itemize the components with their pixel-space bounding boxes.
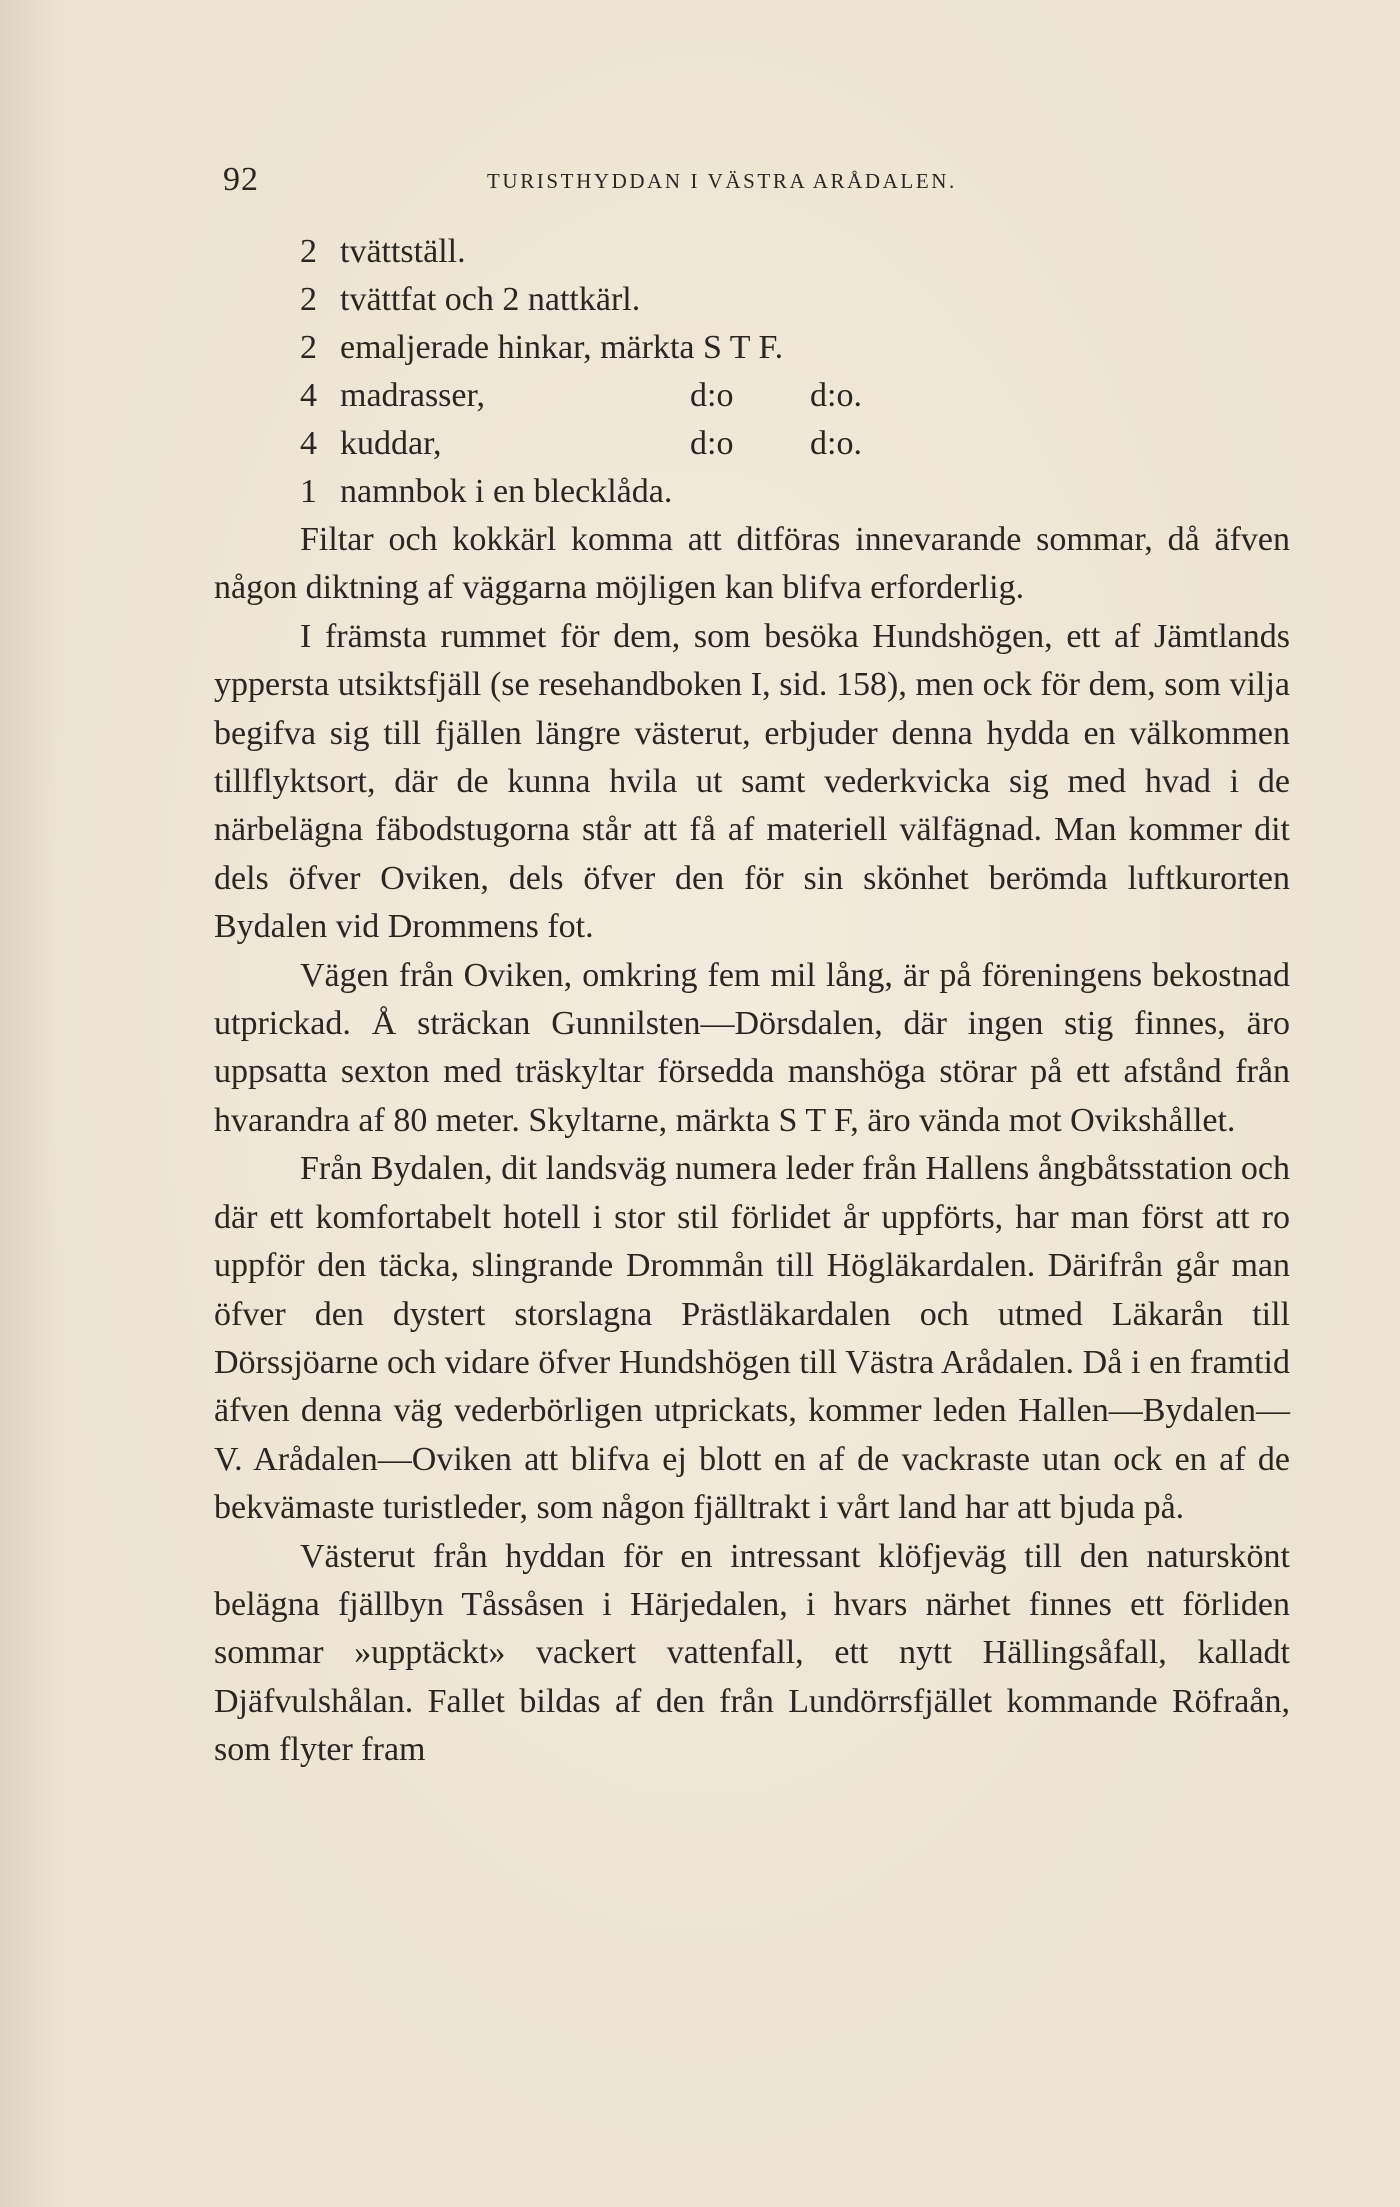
inventory-item: [300, 324, 1060, 372]
running-head: TURISTHYDDAN I VÄSTRA ARÅDALEN.: [487, 169, 957, 193]
inventory-item: [300, 420, 1060, 468]
inventory-name: emaljerade hinkar, märkta S T F.: [340, 329, 784, 366]
page-header: [223, 160, 1298, 200]
body-text: [214, 516, 1290, 1775]
inventory-item: [300, 276, 1060, 324]
inventory-name: kuddar,: [340, 425, 442, 462]
inventory-name: tvättfat och 2 nattkärl.: [340, 281, 641, 318]
inventory-ditto-2: d:o.: [810, 425, 862, 462]
paragraph: Filtar och kokkärl komma att ditföras innevarande sommar, då äfven någon diktning af väggarna möjligen kan blifva erforderlig.: [214, 521, 1290, 607]
inventory-qty: 2: [300, 233, 317, 270]
paragraph: Västerut från hyddan för en intressant klöfjeväg till den naturskönt belägna fjällbyn Tåssåsen i Härjedalen, i hvars närhet finnes ett förliden sommar »upptäckt» vackert vattenfall, ett nytt Hällingsåfall, kalladt Djäfvulshålan. Fallet bildas af den från Lundörrsfjället kommande Röfraån, som flyter fram: [214, 1537, 1290, 1769]
page-number: 92: [223, 161, 259, 198]
inventory-qty: 4: [300, 425, 317, 462]
inventory-qty: 2: [300, 281, 317, 318]
inventory-list: [300, 228, 1060, 516]
inventory-qty: 2: [300, 329, 317, 366]
inventory-item: [300, 468, 1060, 516]
inventory-ditto-2: d:o.: [810, 377, 862, 414]
paragraph: I främsta rummet för dem, som besöka Hundshögen, ett af Jämtlands yppersta utsiktsfjäll (se resehandboken I, sid. 158), men ock för dem, som vilja begifva sig till fjällen längre västerut, erbjuder denna hydda en välkommen tillflyktsort, där de kunna hvila ut samt vederkvicka sig med hvad i de närbelägna fäbodstugorna står att få af materiell välfägnad. Man kommer dit dels öfver Oviken, dels öfver den för sin skönhet berömda luftkurorten Bydalen vid Drommens fot.: [214, 617, 1290, 946]
inventory-qty: 4: [300, 377, 317, 414]
inventory-name: namnbok i en blecklåda.: [340, 473, 673, 510]
inventory-qty: 1: [300, 473, 317, 510]
inventory-item: [300, 228, 1060, 276]
inventory-ditto-1: d:o: [690, 425, 734, 462]
paragraph: Vägen från Oviken, omkring fem mil lång, är på föreningens bekostnad utprickad. Å sträckan Gunnilsten—Dörsdalen, där ingen stig finnes, äro uppsatta sexton med träskyltar försedda manshöga störar på ett afstånd från hvarandra af 80 meter. Skyltarne, märkta S T F, äro vända mot Ovikshållet.: [214, 956, 1290, 1139]
inventory-name: tvättställ.: [340, 233, 466, 270]
inventory-item: [300, 372, 1060, 420]
inventory-name: madrasser,: [340, 377, 485, 414]
paragraph: Från Bydalen, dit landsväg numera leder från Hallens ångbåtsstation och där ett komfortabelt hotell i stor stil förlidet år uppförts, har man först att ro uppför den täcka, slingrande Drommån till Högläkardalen. Därifrån går man öfver den dystert storslagna Prästläkardalen och utmed Läkarån till Dörssjöarne och vidare öfver Hundshögen till Västra Arådalen. Då i en framtid äfven denna väg vederbörligen utprickats, kommer leden Hallen—Bydalen—V. Arådalen—Oviken att blifva ej blott en af de vackraste utan ock en af de bekvämaste turistleder, som någon fjälltrakt i vårt land har att bjuda på.: [214, 1150, 1290, 1527]
inventory-ditto-1: d:o: [690, 377, 734, 414]
